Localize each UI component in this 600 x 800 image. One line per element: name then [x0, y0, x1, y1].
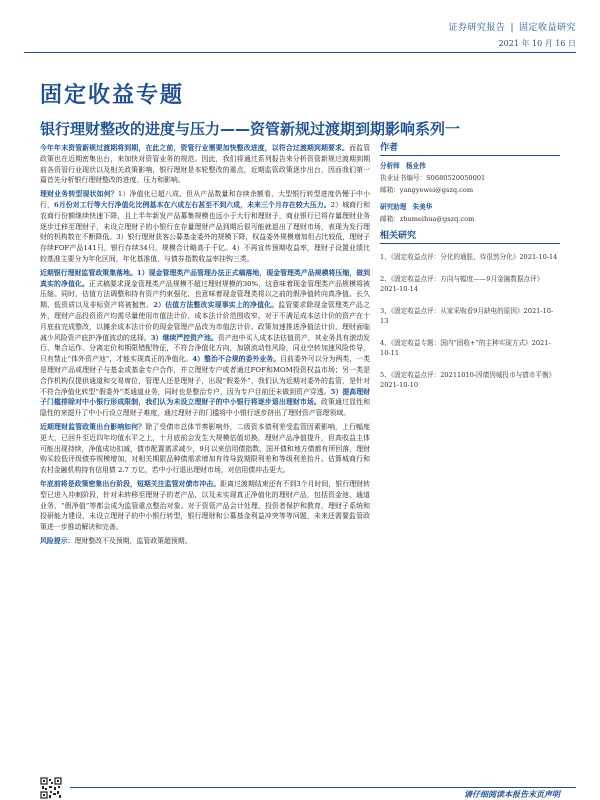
- body-paragraph: [40, 422, 370, 476]
- related-research-item[interactable]: 4、《固定收益专题：国内“固收+”的主种实现方式》2021-10-11: [380, 338, 551, 357]
- analyst-card: [380, 202, 560, 224]
- emphasis-text: 年底前将是政策密集出台阶段，短期关注监管对债市冲击。: [40, 479, 221, 488]
- header-separator: |: [510, 23, 514, 33]
- emphasis-text: 6月份对工行等大行净值化比例基本在六成左右甚至不到六成，未来三个月存在较大压力。: [53, 200, 331, 209]
- emphasis-text: 3）继续严控资产池。: [150, 333, 218, 342]
- body-text: 理财整改不及预期，监管政策超预期。: [74, 536, 192, 545]
- body-text: 距离过渡期结束还有不到3个月时间，银行理财转型已进入冲刺阶段，针对未转移至理财子的老产品，以及未实现真正净值化的理财产品，包括资金池、通道业务、“假净值”等都会成为监管重点整治对象。对于资管产品会计处理、投资者保护和教育，理财子系统和投研能力建设，未设立理财子的中小银行转型，银行理财和公募基金利益冲突等等问题，未来还需要监管政策进一步推动解决和完善。: [40, 479, 370, 532]
- report-category: 固定收益研究: [518, 23, 576, 33]
- qr-code-icon: [40, 777, 62, 799]
- body-text: 正式稿要求现金管理类产品规模不超过理财规模的30%，这意味着现金管理类产品规模将被压缩。同时，估值方法调整和持有资产约束强化，也意味着现金管理类将以之前的假净值转向真净值。长久期、低资质以及非标资产将被抛售。: [40, 279, 371, 310]
- body-text: 2）城商行和农商行份额继续快速下降，且上半年新发产品募集规模也远小于大行和理财子，商业银行已将存量理财业务逐步迁移至理财子，未设立理财子的小银行在存量理财产品到期后很可能就退出了理财市场，表现为发行理财的机构数在不断降低。3）银行理财获客公募基金委外的规模下降，权益委外规模增加但占比较低，理财子存续FOF产品141只，银行存续34只，规模合计略高于千亿。4）不再宣传预期收益率，理财子设置业绩比较基准主要分为年化区间，年化基准值，与债券指数收益率挂钩三类。: [40, 200, 370, 263]
- authors-heading: 作者: [380, 143, 560, 156]
- body-text: 除了受债市总体节奏影响外，二级资本债利差受监管因素影响，上行幅度更大，已回升至近四年均值水平之上，十月底前会发生大规模估值切换，理财产品净值提升，但高收益主体可能出现持续，净值成功扣减，债市配置需求减少，9月以来信用债指数、国开债和地方债都有所回落，理财购买较低评级债券规模增加，对相关期限品种债需求增加有待导致期限利差和等级利差抬升。估算城商行和农村金融机构持有信用债 2.7 万亿，若中小行退出理财市场，对信用债冲击更大。: [40, 422, 371, 475]
- body-text: 监管要求除现金管理类产品之外，理财产品投资资产均需尽量使用市值法计价，成本法计价范围收窄。对于不满足成本法计价的资产在十月底前完成整改，以摊余成本法计价的现金管理产品改为市值法计价。政策加速推进净值法计价，理财面临减少风险资产庇护净值波动的选择。: [40, 301, 371, 342]
- doc-type-heading: 固定收益专题: [40, 83, 185, 108]
- body-paragraph: [40, 189, 370, 265]
- body-paragraph: [40, 268, 370, 419]
- emphasis-text: 近期银行理财监管政策集落地。: [40, 268, 137, 277]
- emphasis-text: 近期理财监管政策出台影响如何？: [40, 422, 146, 431]
- body-text: 目前委外可以分为两类，一类是理财产品或理财子与基金或基金专户合作，并立理财专户或者通过FOF和MOM投资权益市场；另一类是合作机构仅提供通道和交易席位，管理人还是理财子，出现“假委外”，我们认为近期对委外的监管，是针对不符合净值化转型“假委外”类通道业务，同时也是整治专户，因为专户目前还未做到资产穿透。: [40, 355, 371, 396]
- report-date: 2021 年 10 月 16 日: [498, 39, 576, 48]
- sidebar: [380, 143, 560, 402]
- body-text: 1）净值化已超八成，但从产品数量和存续余额看，大型银行转型进度仍慢于中小行，: [40, 190, 371, 209]
- related-research-heading: 相关研究: [380, 231, 560, 244]
- body-paragraph: [40, 536, 370, 547]
- header-divider: [24, 52, 576, 53]
- analyst-name: 朱美华: [412, 203, 433, 211]
- analyst-license: 执业证书编号：S0680520050001: [380, 174, 486, 182]
- report-title: 银行理财整改的进度与压力——资管新规过渡期到期影响系列一: [40, 120, 461, 138]
- analyst-email[interactable]: 邮箱：zhumeihua@gszq.com: [380, 215, 475, 223]
- body-paragraph: [40, 143, 370, 186]
- emphasis-text: 2）估值方法整改实现事实上的净值化。: [153, 301, 279, 310]
- emphasis-text: 1）现金管理类产品管理办法正式稿落地，现金管理类产品规模将压缩，做到真实的净值化。: [40, 268, 371, 288]
- body-text: 而监管政策也在近期密集出台，来加快对资管业务的规范。因此，我们将通过系列报告来分析资管新规过渡期到期前各资管行业现状以及相关政策影响，银行理财是本轮整改的重点，近期监管政策逐步出台，因而我们第一篇首先分析银行理财整改的进度、压力和影响。: [40, 144, 371, 185]
- analyst-name: 杨业伟: [405, 162, 426, 170]
- related-research-item[interactable]: 2、《固定收益点评：方向与幅度——9月金融数据点评》2021-10-14: [380, 274, 544, 293]
- page-footer: [0, 777, 600, 800]
- emphasis-text: 今年年末资管新规过渡期将到期，在此之前，资管行业需要加快整改进度，以符合过渡期到期要求。: [40, 144, 350, 152]
- report-type: 证券研究报告: [448, 23, 506, 33]
- report-header: [448, 20, 576, 33]
- analyst-card: [380, 161, 560, 195]
- footer-disclaimer: 请仔细阅读本报告末页声明: [464, 789, 560, 799]
- body-text: 政策通过显性和隐性的来提升了中小行设立理财子难度，通过理财子的门槛将中小银行逐步挤出了理财资产管理领域。: [40, 398, 371, 418]
- report-body: [40, 143, 370, 550]
- footer-divider: [70, 787, 576, 788]
- emphasis-text: 5）提高理财子门槛排除对中小银行形成限制，我们认为未设立理财子的中小银行将逐步退出理财市场。: [40, 387, 370, 407]
- emphasis-text: 理财业务转型现状如何？: [40, 190, 118, 199]
- related-research-item[interactable]: 1、《固定收益点评：分化的通胀，待很然分化》2021-10-14: [380, 253, 558, 261]
- related-research-item[interactable]: 5、《固定收益点评：20211010-因债因城投市与债市平衡》2021-10-10: [380, 370, 556, 389]
- related-research-item[interactable]: 3、《固定收益点评：从家采购看9月缺电的原因》2021-10-13: [380, 306, 554, 325]
- body-paragraph: [40, 479, 370, 533]
- emphasis-text: 风险提示：: [40, 536, 75, 545]
- analyst-role: 分析师: [380, 162, 400, 170]
- related-research-list: [380, 252, 560, 391]
- analyst-email[interactable]: 邮箱：yangyewei@gszq.com: [380, 186, 474, 194]
- emphasis-text: 4）整治不合规的委外业务。: [192, 355, 281, 364]
- body-text: 资产池中买入成本法估值资产，其业务具有滚动发行、集合运作、分离定价和期限错配特征，不符合净值化方向，加剧流动性风险，同业空转加速风险传导，只有禁止“体外资产池”，才能实现真正的净值化。: [40, 333, 371, 364]
- analyst-role: 研究助理: [380, 203, 407, 211]
